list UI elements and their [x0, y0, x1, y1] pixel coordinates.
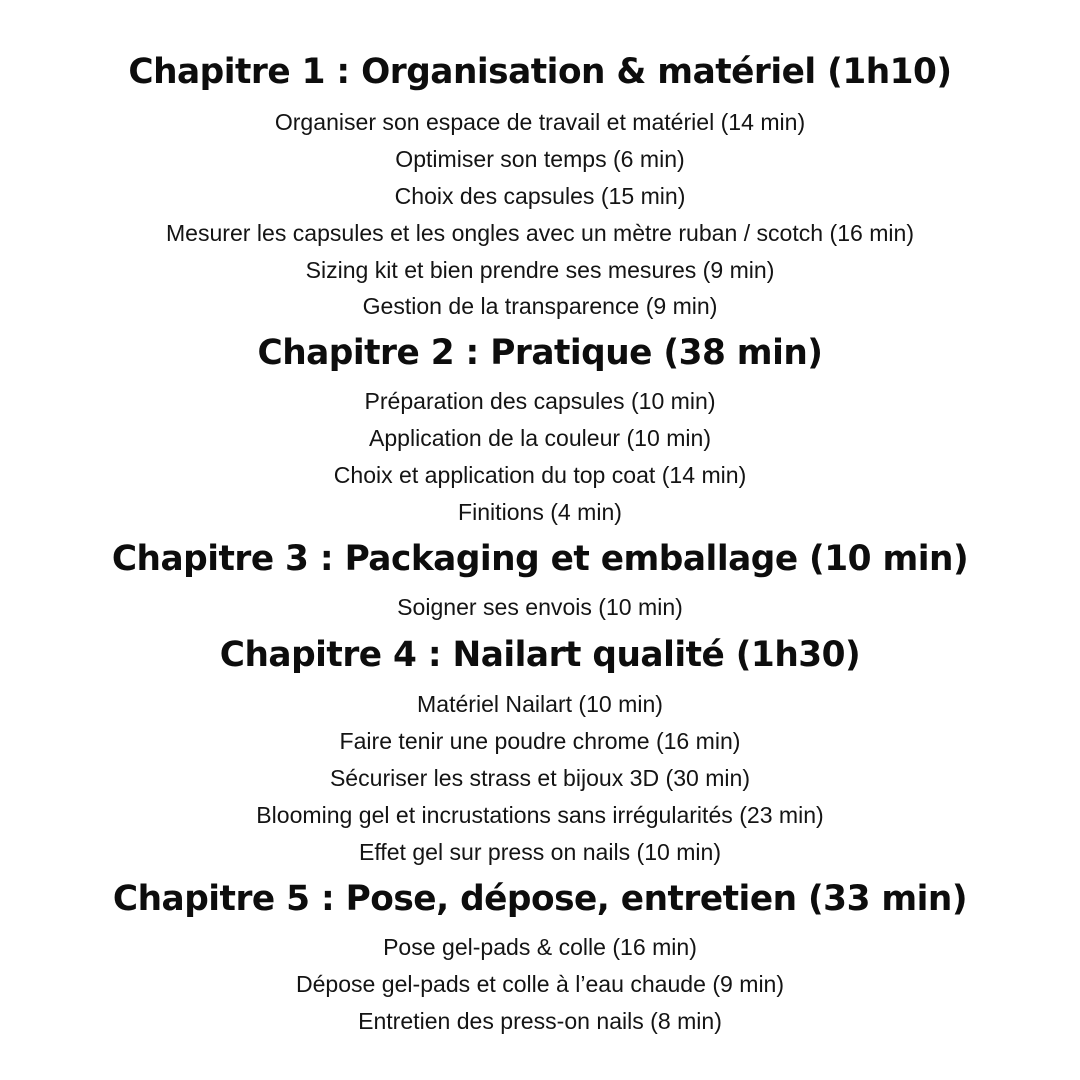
chapter-1-item-1: Organiser son espace de travail et matériel (14 min): [274, 109, 806, 135]
chapter-4-item-1: Matériel Nailart (10 min): [417, 691, 663, 717]
chapter-1-item-2: Optimiser son temps (6 min): [395, 146, 685, 172]
chapter-1-item-5: Sizing kit et bien prendre ses mesures (9 min): [305, 257, 775, 283]
chapter-4-item-2: Faire tenir une poudre chrome (16 min): [339, 728, 741, 754]
chapter-3-title: Chapitre 3 : Packaging et emballage (10 min): [111, 539, 969, 579]
chapter-4-item-3: Sécuriser les strass et bijoux 3D (30 min): [329, 765, 751, 791]
chapter-2-item-3: Choix et application du top coat (14 min): [333, 462, 747, 488]
chapter-1-item-3: Choix des capsules (15 min): [394, 183, 686, 209]
chapter-5-item-2: Dépose gel-pads et colle à l’eau chaude (9 min): [295, 971, 785, 997]
chapter-4-item-5: Effet gel sur press on nails (10 min): [358, 839, 722, 865]
chapter-1-item-4: Mesurer les capsules et les ongles avec un mètre ruban / scotch (16 min): [165, 220, 915, 246]
chapter-1-title: Chapitre 1 : Organisation & matériel (1h10): [128, 52, 952, 92]
chapter-2-item-2: Application de la couleur (10 min): [368, 425, 712, 451]
chapter-2-title: Chapitre 2 : Pratique (38 min): [257, 333, 823, 373]
chapter-1-item-6: Gestion de la transparence (9 min): [362, 293, 718, 319]
chapter-2-item-1: Préparation des capsules (10 min): [364, 388, 716, 414]
chapter-5-item-1: Pose gel-pads & colle (16 min): [383, 934, 697, 960]
chapter-2-item-4: Finitions (4 min): [458, 499, 622, 525]
chapter-5-item-3: Entretien des press-on nails (8 min): [358, 1008, 722, 1034]
chapter-5-title: Chapitre 5 : Pose, dépose, entretien (33 min): [112, 879, 968, 919]
chapter-4-title: Chapitre 4 : Nailart qualité (1h30): [219, 635, 861, 675]
chapter-3-item-1: Soigner ses envois (10 min): [397, 594, 683, 620]
chapter-4-item-4: Blooming gel et incrustations sans irrégularités (23 min): [256, 802, 824, 828]
